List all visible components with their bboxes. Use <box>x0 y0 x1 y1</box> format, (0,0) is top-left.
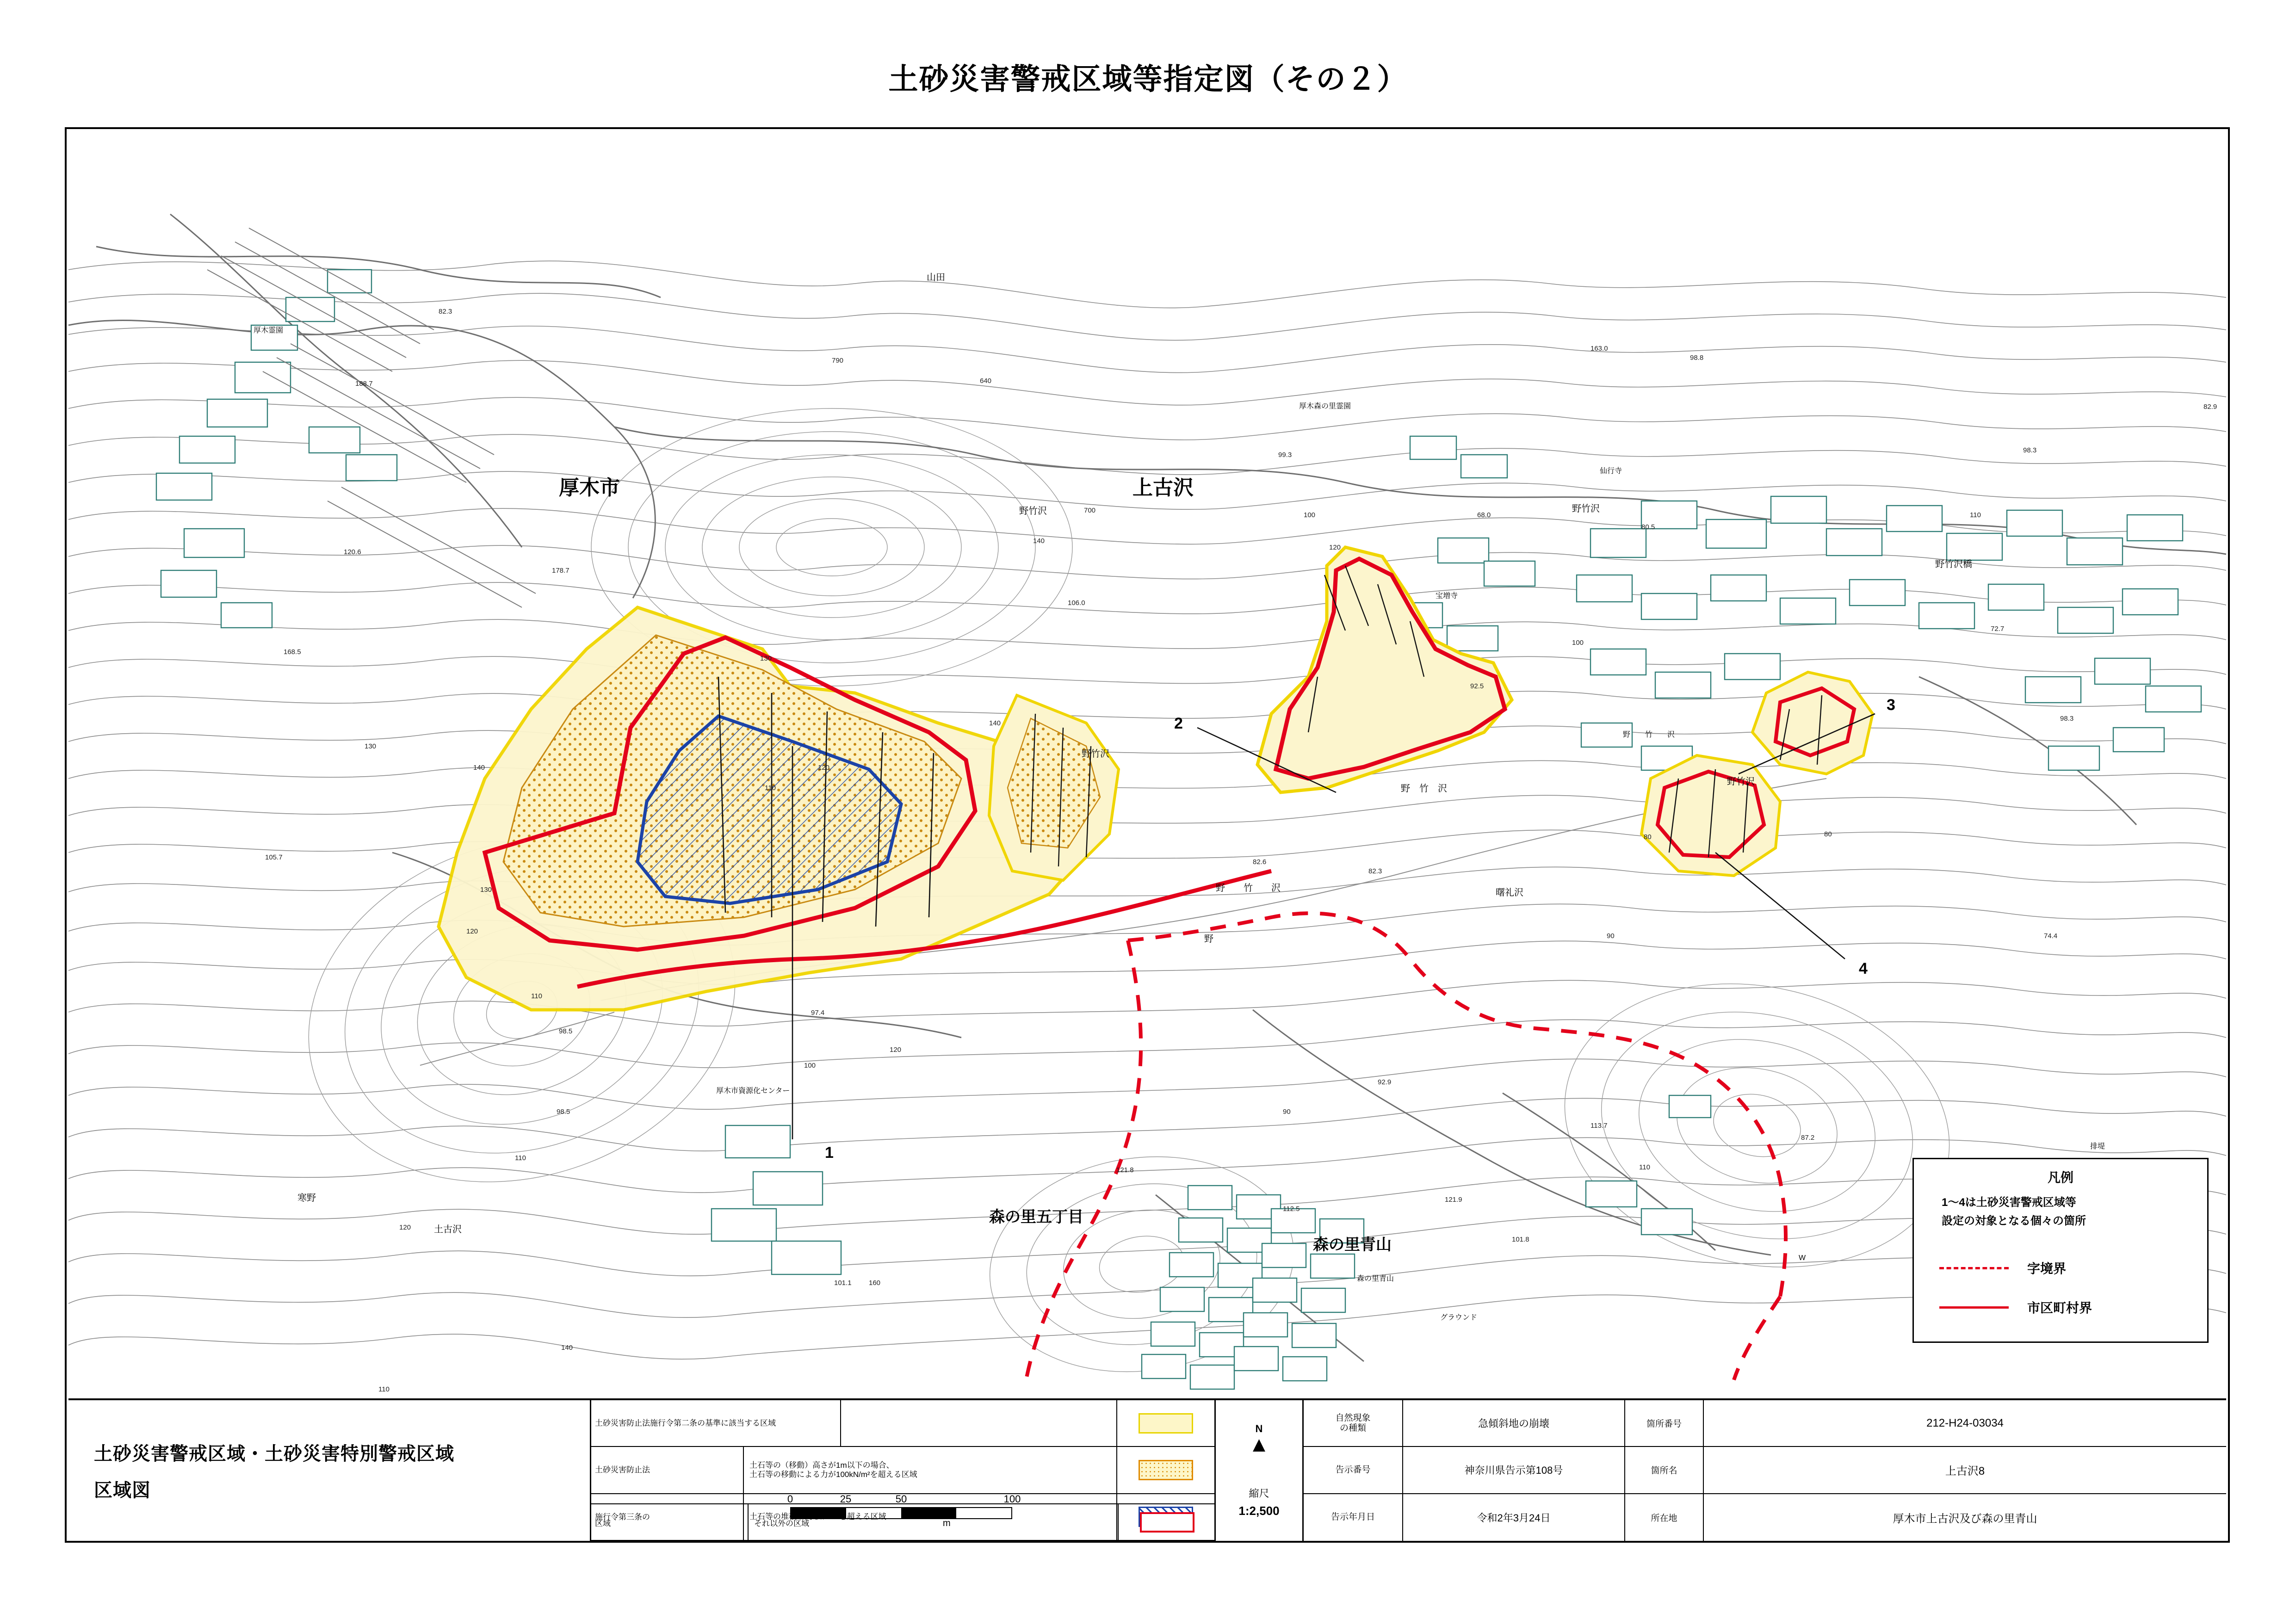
contour-label: 100 <box>1572 639 1584 647</box>
footer-meta-key-1a: 自然現象 <box>1335 1413 1371 1423</box>
legend-row-municipal-boundary <box>1939 1298 2092 1317</box>
elevation-label: 113.7 <box>1590 1122 1608 1130</box>
footer-legend-desc-1 <box>841 1400 1117 1446</box>
north-arrow-icon: ▲ <box>1248 1432 1270 1456</box>
legend-note-line2: 設定の対象となる個々の箇所 <box>1942 1215 2086 1227</box>
elevation-label: 92.9 <box>1378 1078 1392 1086</box>
contour-label: 130 <box>365 742 377 750</box>
north-letter: N <box>1255 1422 1263 1434</box>
contour-label: 120 <box>399 1224 411 1231</box>
contour-label: 110 <box>1639 1163 1650 1171</box>
red-outline-swatch-icon <box>1140 1512 1194 1533</box>
elevation-label: 99.3 <box>1278 451 1292 459</box>
map-label-notakezawabashi: 野竹沢橋 <box>1935 559 1972 569</box>
footer-legend-key-1: 土砂災害防止法施行令第二条の基準に該当する区域 <box>591 1400 841 1446</box>
footer-meta-row-1 <box>1304 1400 2226 1447</box>
map-label-atsugi: 厚木市 <box>559 476 620 499</box>
map-label-haitei: 排堤 <box>2090 1143 2105 1150</box>
footer-meta-value2-2: 上古沢8 <box>1945 1465 1985 1478</box>
elevation-label: 106.0 <box>1068 599 1085 607</box>
elevation-label: 168.5 <box>284 648 301 656</box>
footer-meta-key-2: 告示番号 <box>1304 1447 1403 1493</box>
elevation-label: 105.7 <box>265 853 283 861</box>
map-label-atsugi-reien: 厚木霊園 <box>254 327 284 334</box>
elevation-label: 121.8 <box>1116 1166 1134 1174</box>
contour-label: 120 <box>890 1046 902 1054</box>
footer-legend-desc-2 <box>744 1447 1117 1493</box>
footer-legend-swatch-4 <box>1119 1512 1216 1533</box>
footer-meta-key2-3: 所在地 <box>1625 1494 1704 1541</box>
map-label-kamifurusawa: 上古沢 <box>1133 476 1194 499</box>
legend-title: 凡例 <box>2047 1170 2073 1185</box>
contour-label: 100 <box>804 1062 816 1069</box>
elevation-label: 98.3 <box>2023 446 2037 454</box>
contour-label: 110 <box>765 784 776 792</box>
scale-unit: m <box>943 1518 951 1528</box>
map-label-notakezawa-6: 野 竹 沢 <box>1216 883 1281 893</box>
elevation-label: 82.6 <box>1253 858 1267 866</box>
footer-meta-row-3 <box>1304 1494 2226 1541</box>
yellow-zone-swatch-icon <box>1139 1413 1193 1434</box>
contour-label: 110 <box>515 1154 526 1162</box>
footer-meta-value-3: 令和2年3月24日 <box>1403 1494 1625 1541</box>
map-label-shigenka-center: 厚木市資源化センター <box>716 1087 790 1095</box>
dashed-line-icon <box>1939 1267 2009 1269</box>
map-label-notakezawa-7: 野 竹 沢 <box>1623 731 1675 739</box>
footer-legend-desc-2a: 土石等の（移動）高さが1m以下の場合、 <box>749 1460 894 1470</box>
elevation-label: 178.7 <box>552 567 569 575</box>
contour-label: 120 <box>466 927 478 935</box>
map-label-morinosato-aoyama: 森の里青山 <box>1313 1236 1392 1254</box>
map-label-ground: グラウンド <box>1440 1314 1478 1322</box>
scale-block <box>1238 1486 1279 1518</box>
footer-title-block <box>68 1400 591 1541</box>
elevation-label: 112.5 <box>1283 1205 1300 1213</box>
contour-label: 130 <box>760 655 772 662</box>
footer-meta-key-1 <box>1304 1400 1403 1446</box>
elevation-label: 98.5 <box>557 1108 570 1116</box>
footer-legend-swatch-2 <box>1117 1447 1214 1493</box>
elevation-label: 97.4 <box>811 1009 825 1017</box>
elevation-label: 82.9 <box>2203 403 2217 411</box>
contour-label: 160 <box>869 1279 881 1287</box>
map-label-morinosato-aoyama-small: 森の里青山 <box>1357 1275 1394 1283</box>
footer-meta-value-1: 急傾斜地の崩壊 <box>1403 1400 1625 1446</box>
contour-label: 790 <box>832 357 844 365</box>
elevation-label: 82.3 <box>1368 867 1382 875</box>
map-label-notakezawa-1: 野竹沢 <box>1019 506 1047 516</box>
hazard-zone-layer <box>68 131 2226 1398</box>
legend-row-district-boundary <box>1939 1259 2066 1277</box>
solid-line-icon <box>1939 1306 2009 1309</box>
elevation-label: 163.0 <box>1590 345 1608 352</box>
north-arrow-block <box>1249 1423 1270 1454</box>
contour-label: 80 <box>1824 830 1832 838</box>
map-label-tsuchifurusawa: 土古沢 <box>434 1224 462 1235</box>
map-label-notakezawa-4: 野竹沢 <box>1727 777 1755 787</box>
footer-legend-desc-3: 土石等の堆積の高さが3mを超える区域 <box>744 1494 1117 1540</box>
footer-title-line1: 土砂災害警戒区域・土砂災害特別警戒区域 <box>94 1444 454 1464</box>
footer-north-scale-block <box>1216 1400 1304 1541</box>
elevation-label: 80.5 <box>1641 523 1655 531</box>
elevation-label: 74.4 <box>2044 932 2058 940</box>
district-boundary <box>1026 940 1141 1380</box>
elevation-label: 101.8 <box>1512 1236 1529 1243</box>
page-title: 土砂災害警戒区域等指定図（その２） <box>888 62 1408 96</box>
footer-meta-key2-1: 箇所番号 <box>1625 1400 1704 1446</box>
scale-tick-50: 50 <box>895 1493 907 1505</box>
map-label-morinosato-reien: 厚木森の里霊園 <box>1299 402 1351 410</box>
footer-title-line2: 区域図 <box>94 1480 151 1501</box>
elevation-label: 72.7 <box>1991 625 2005 633</box>
map-label-w: W <box>1799 1254 1806 1262</box>
footer-legend-key-2a: 土砂災害防止法 <box>595 1465 650 1475</box>
elevation-label: 101.1 <box>834 1279 852 1287</box>
contour-label: 110 <box>531 992 542 1000</box>
legend-label-district: 字境界 <box>2027 1261 2067 1276</box>
map-label-akebonofudasawa: 曙礼沢 <box>1496 888 1523 898</box>
callout-2: 2 <box>1174 715 1183 732</box>
map-label-sengyoji: 仙行寺 <box>1600 467 1622 475</box>
elevation-label: 188.7 <box>355 380 373 388</box>
contour-label: 700 <box>1084 507 1096 514</box>
footer-meta-key2-2: 箇所名 <box>1625 1447 1704 1493</box>
scale-tick-100: 100 <box>1003 1493 1021 1505</box>
contour-label: 140 <box>989 719 1001 727</box>
callout-1: 1 <box>825 1144 834 1162</box>
callout-4: 4 <box>1859 960 1868 977</box>
contour-label: 140 <box>473 764 485 772</box>
elevation-label: 120.6 <box>344 548 361 556</box>
footer-meta-row-2 <box>1304 1447 2226 1494</box>
district-boundary-3 <box>1734 1297 1780 1380</box>
footer-legend-key-3a: 施行令第三条の <box>595 1512 650 1521</box>
elevation-label: 82.3 <box>439 308 452 315</box>
scale-value: 1:2,500 <box>1238 1504 1280 1518</box>
callout-3: 3 <box>1887 696 1895 714</box>
contour-label: 120 <box>818 764 830 772</box>
map-label-samuno: 寒野 <box>297 1193 316 1203</box>
contour-label: 120 <box>1329 544 1341 551</box>
footer-meta-value2-1: 212-H24-03034 <box>1926 1416 2004 1429</box>
footer-legend-key-4: 区域 <box>595 1519 611 1528</box>
footer-legend-desc-4: それ以外の区域 <box>748 1504 1119 1540</box>
map-label-hozoji: 宝増寺 <box>1436 592 1458 600</box>
footer-legend-key-2 <box>591 1447 744 1493</box>
contour-label: 640 <box>980 377 992 385</box>
footer-meta-value2-3: 厚木市上古沢及び森の里青山 <box>1893 1512 2037 1525</box>
dotted-zone-swatch-icon <box>1139 1460 1193 1480</box>
map-label-morinosato5: 森の里五丁目 <box>989 1208 1083 1226</box>
footer-legend-row-2 <box>591 1447 1214 1494</box>
elevation-label: 98.5 <box>559 1027 573 1035</box>
contour-label: 90 <box>1283 1108 1291 1116</box>
legend-note-line1: 1～4は土砂災害警戒区域等 <box>1942 1196 2076 1209</box>
footer-legend-desc-2b: 土石等の移動による力が100kN/m²を超える区域 <box>749 1470 917 1479</box>
contour-label: 90 <box>1607 932 1615 940</box>
map-label-notakezawa-2: 野竹沢 <box>1572 504 1600 514</box>
scale-tick-25: 25 <box>840 1493 852 1505</box>
footer-meta-block <box>1304 1400 2226 1541</box>
contour-label: 110 <box>378 1385 390 1393</box>
elevation-label: 98.8 <box>1690 354 1704 362</box>
scale-tick-0: 0 <box>787 1493 793 1505</box>
contour-label: 140 <box>561 1344 573 1352</box>
contour-label: 130 <box>480 886 492 894</box>
footer-meta-key-3: 告示年月日 <box>1304 1494 1403 1541</box>
contour-label: 140 <box>1033 537 1045 545</box>
footer-legend-row-1 <box>591 1400 1214 1447</box>
map-label-notakezawa-3: 野竹沢 <box>1082 749 1109 759</box>
legend-label-municipal: 市区町村界 <box>2027 1301 2092 1315</box>
legend-box <box>1912 1158 2209 1343</box>
elevation-label: 92.5 <box>1470 682 1484 690</box>
elevation-label: 87.2 <box>1801 1134 1815 1142</box>
elevation-label: 121.9 <box>1445 1196 1462 1204</box>
map-label-yamada: 山田 <box>927 272 945 283</box>
elevation-label: 68.0 <box>1477 511 1491 519</box>
contour-label: 100 <box>1304 511 1316 519</box>
map-label-notakezawa-5: 野 竹 沢 <box>1401 784 1447 794</box>
scale-label: 縮尺 <box>1249 1488 1269 1500</box>
contour-label: 110 <box>1970 511 1981 519</box>
map-label-no: 野 <box>1204 934 1213 944</box>
contour-label: 80 <box>1644 833 1652 841</box>
elevation-label: 98.3 <box>2060 715 2074 723</box>
footer-meta-value-2: 神奈川県告示第108号 <box>1403 1447 1625 1493</box>
district-boundary-2 <box>1128 913 1786 1297</box>
footer-legend-swatch-1 <box>1117 1400 1214 1446</box>
footer-meta-key-1b: の種類 <box>1339 1423 1366 1433</box>
footer-legend-row-4 <box>591 1503 1216 1540</box>
